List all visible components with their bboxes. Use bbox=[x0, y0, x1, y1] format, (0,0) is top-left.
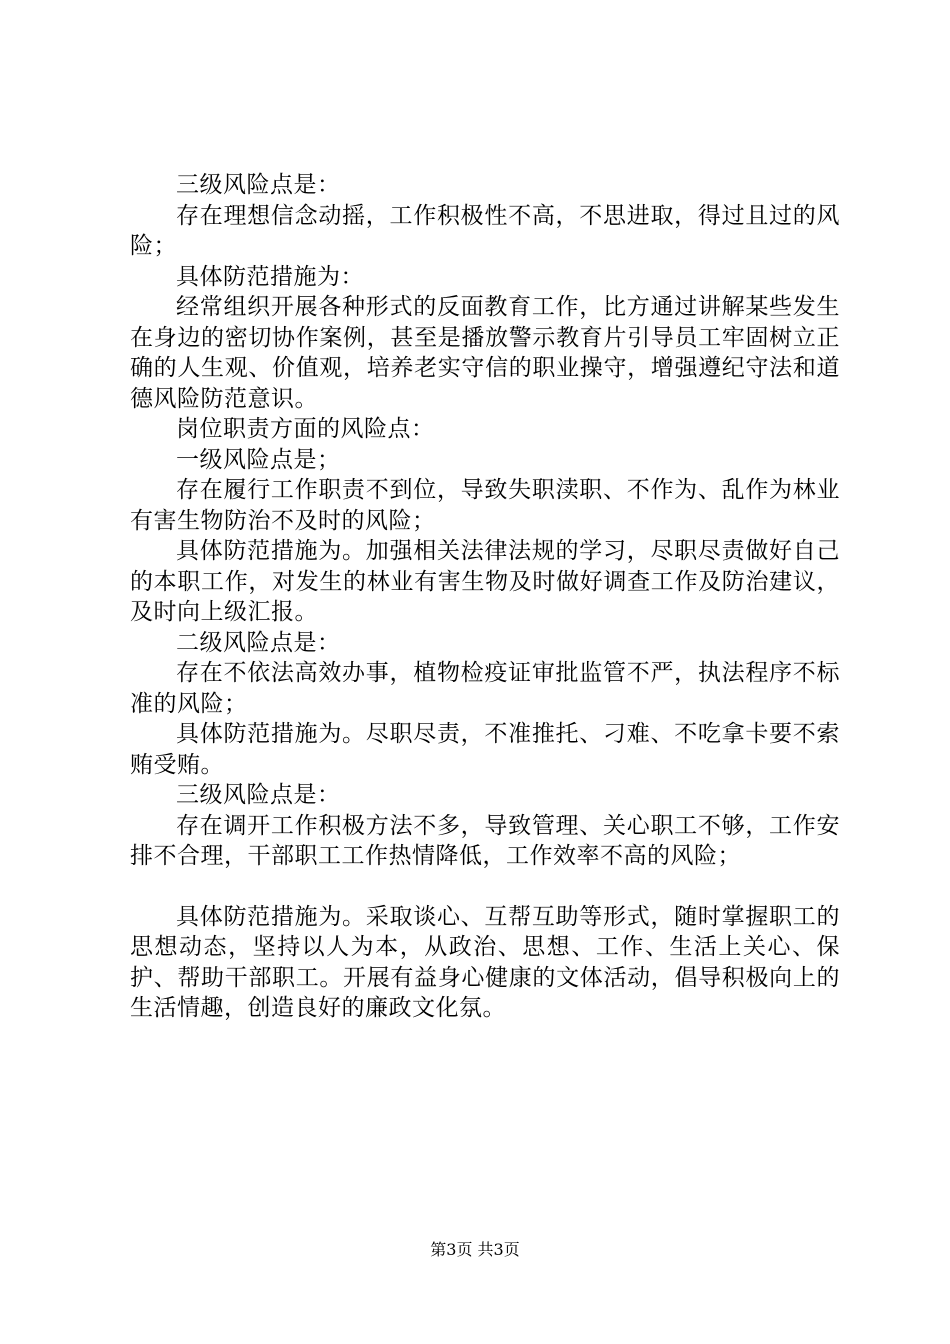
paragraph: 岗位职责方面的风险点： bbox=[176, 416, 435, 442]
paragraph: 存在理想信念动摇，工作积极性不高，不思进取，得过且过的风险； bbox=[130, 202, 840, 259]
paragraph: 三级风险点是： bbox=[176, 172, 341, 198]
paragraph: 存在不依法高效办事，植物检疫证审批监管不严，执法程序不标准的风险； bbox=[130, 660, 840, 717]
paragraph: 经常组织开展各种形式的反面教育工作，比方通过讲解某些发生在身边的密切协作案例，甚至是播放警示教育片引导员工牢固树立正确的人生观、价值观，培养老实守信的职业操守，增强遵纪守法和道德风险防范意识。 bbox=[130, 294, 840, 412]
paragraph: 三级风险点是： bbox=[176, 782, 341, 808]
paragraph: 具体防范措施为。采取谈心、互帮互助等形式，随时掌握职工的思想动态，坚持以人为本，从政治、思想、工作、生活上关心、保护、帮助干部职工。开展有益身心健康的文体活动，倡导积极向上的生活情趣，创造良好的廉政文化氛。 bbox=[130, 903, 840, 1021]
document-body bbox=[130, 170, 840, 1024]
paragraph: 具体防范措施为。加强相关法律法规的学习，尽职尽责做好自己的本职工作，对发生的林业有害生物及时做好调查工作及防治建议，及时向上级汇报。 bbox=[130, 538, 840, 625]
paragraph: 具体防范措施为： bbox=[176, 263, 364, 290]
page-number-footer: 第3页 共3页 bbox=[430, 1240, 520, 1259]
paragraph: 具体防范措施为。尽职尽责，不准推托、刁难、不吃拿卡要不索贿受贿。 bbox=[130, 721, 840, 778]
paragraph: 存在调开工作积极方法不多，导致管理、关心职工不够，工作安排不合理，干部职工工作热情降低，工作效率不高的风险； bbox=[130, 812, 840, 869]
paragraph: 二级风险点是： bbox=[176, 629, 341, 656]
paragraph: 存在履行工作职责不到位，导致失职渎职、不作为、乱作为林业有害生物防治不及时的风险； bbox=[130, 477, 840, 534]
paragraph: 一级风险点是； bbox=[176, 446, 341, 473]
